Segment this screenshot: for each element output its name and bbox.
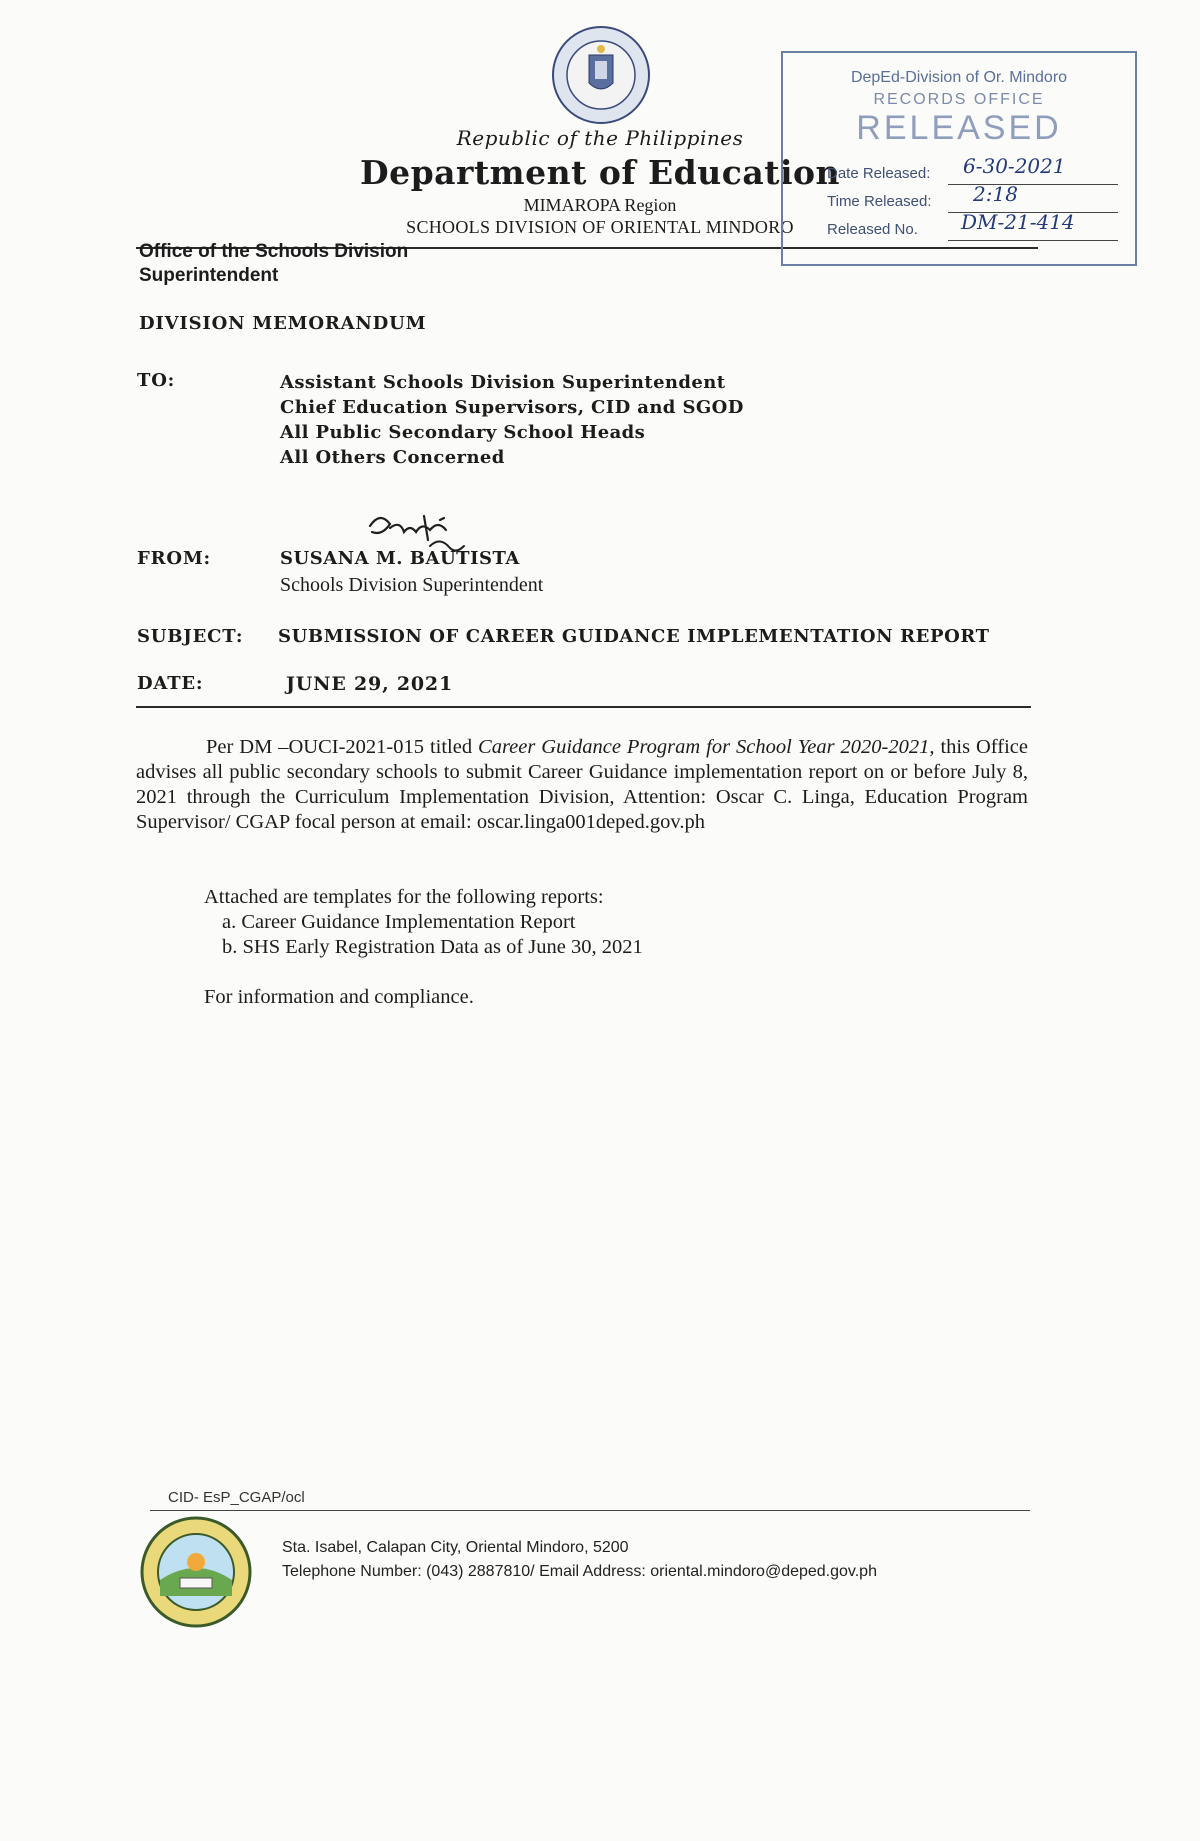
attached-text: Attached are templates for the following reports: xyxy=(204,886,604,908)
department-name: Department of Education xyxy=(359,153,840,192)
program-title: Career Guidance Program for School Year 2020-2021 xyxy=(478,736,930,758)
subject-text: SUBMISSION OF CAREER GUIDANCE IMPLEMENTATION REPORT xyxy=(278,626,990,647)
office-contact: Telephone Number: (043) 2887810/ Email Address: oriental.mindoro@deped.gov.ph xyxy=(282,1563,877,1580)
stamp-number-label: Released No. xyxy=(827,221,918,238)
republic-text: Republic of the Philippines xyxy=(456,126,744,150)
records-released-stamp xyxy=(781,51,1137,266)
stamp-number-value: DM-21-414 xyxy=(961,210,1075,234)
office-line-1: Office of the Schools Division xyxy=(139,241,409,262)
division-seal-logo xyxy=(140,1516,252,1628)
recipient-item: Chief Education Supervisors, CID and SGOD xyxy=(280,397,744,418)
reference-code: CID- EsP_CGAP/ocl xyxy=(168,1489,305,1506)
recipient-item: All Others Concerned xyxy=(280,447,505,468)
attachment-item-a: a. Career Guidance Implementation Report xyxy=(222,911,576,933)
deped-seal-logo xyxy=(551,25,651,125)
body-intro: Per DM –OUCI-2021-015 titled xyxy=(206,736,479,758)
recipient-list xyxy=(280,370,744,470)
closing-text: For information and compliance. xyxy=(204,986,474,1008)
region-name: MIMAROPA Region xyxy=(523,195,677,215)
stamp-office-line: DepEd-Division of Or. Mindoro xyxy=(850,69,1068,86)
body-main: , this Office advises all public secondary schools to submit Career Guidance implementation report on or before July 8, 2021 through the Curriculum Implementation Division, Attention: Oscar C. Linga, Education Program Supervisor/ CGAP focal person at email: oscar.linga001deped.gov.ph xyxy=(136,736,1028,833)
sender-name: SUSANA M. BAUTISTA xyxy=(280,548,520,569)
footer-address-block xyxy=(282,1536,877,1584)
from-label: FROM: xyxy=(137,548,211,569)
sender-title: Schools Division Superintendent xyxy=(280,574,544,596)
stamp-date-label: Date Released: xyxy=(827,165,931,182)
subject-label: SUBJECT: xyxy=(137,626,244,647)
footer-divider xyxy=(150,1510,1030,1511)
to-label: TO: xyxy=(137,370,176,391)
date-label: DATE: xyxy=(137,673,204,694)
attachment-item-b: b. SHS Early Registration Data as of June 30, 2021 xyxy=(222,936,643,958)
stamp-status: RELEASED xyxy=(856,109,1062,147)
office-line-2: Superintendent xyxy=(139,265,279,286)
recipient-item: All Public Secondary School Heads xyxy=(280,422,646,443)
division-name: SCHOOLS DIVISION OF ORIENTAL MINDORO xyxy=(406,217,794,237)
recipient-item: Assistant Schools Division Superintendent xyxy=(280,372,726,393)
date-divider xyxy=(136,706,1031,708)
memo-date: JUNE 29, 2021 xyxy=(286,673,453,695)
office-address: Sta. Isabel, Calapan City, Oriental Mindoro, 5200 xyxy=(282,1539,629,1556)
body-paragraph xyxy=(136,735,1028,835)
stamp-time-value: 2:18 xyxy=(973,182,1018,206)
memo-type: DIVISION MEMORANDUM xyxy=(139,313,427,334)
stamp-time-label: Time Released: xyxy=(827,193,932,210)
stamp-date-value: 6-30-2021 xyxy=(963,154,1066,178)
office-label xyxy=(139,240,408,288)
stamp-records-line: RECORDS OFFICE xyxy=(873,91,1045,108)
